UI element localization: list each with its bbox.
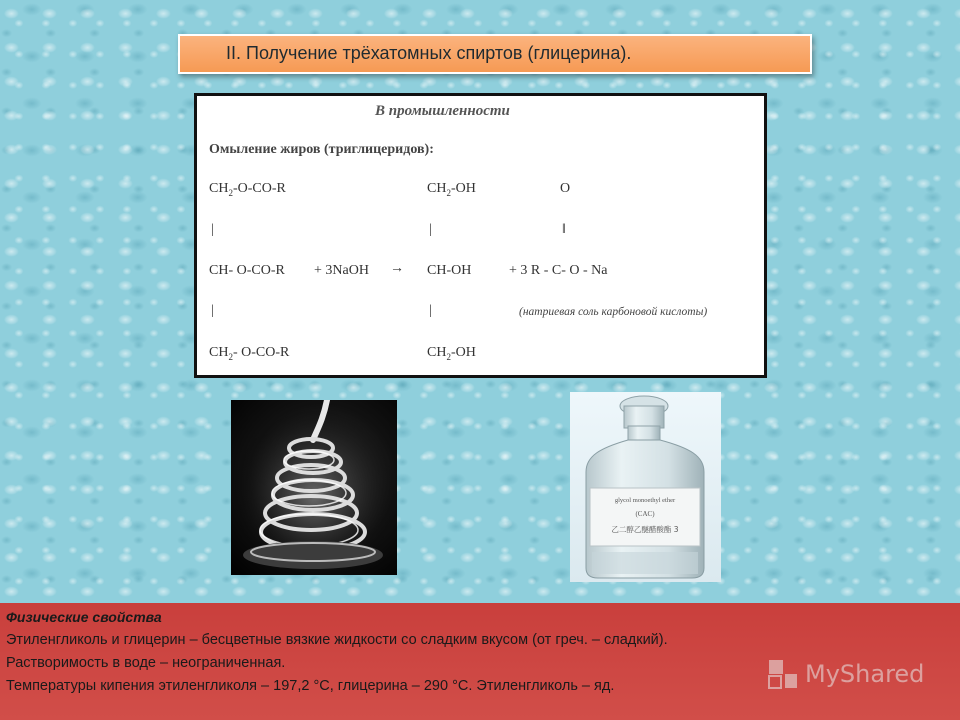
formula-row5-left: $CH_2-$ O-CO-R — [209, 345, 290, 362]
bond-row4-left: | — [211, 303, 214, 318]
reaction-arrow: → — [390, 261, 404, 276]
formula-reagent: + 3NaOH — [314, 263, 369, 278]
scheme-heading: В промышленности — [375, 103, 510, 119]
scheme-subheading: Омыление жиров (триглицеридов): — [209, 142, 434, 157]
bond-row2-right: ‖ — [562, 222, 566, 237]
slide-title: II. Получение трёхатомных спиртов (глицерина). — [226, 43, 632, 63]
formula-row1-middle: $CH_2-OH$ — [427, 181, 476, 198]
bond-row4-middle: | — [429, 303, 432, 318]
bottle-label-line3: 乙二醇乙醚醋酸酯 3 — [611, 525, 679, 534]
properties-line-1: Этиленгликоль и глицерин – бесцветные вязкие жидкости со сладким вкусом (от греч. – сладкий). — [6, 632, 668, 648]
viscous-liquid-photo — [231, 400, 397, 575]
formula-row1-right: O — [560, 181, 571, 196]
formula-row3-left: CH- O-CO-R — [209, 263, 285, 278]
watermark-logo — [765, 654, 935, 694]
scheme-note: (натриевая соль карбоновой кислоты) — [519, 306, 708, 318]
bottle-label-line1: glycol monoethyl ether — [614, 497, 676, 504]
watermark-text: MyShared — [805, 660, 925, 688]
bottle-label-line2: (CAC) — [635, 510, 655, 518]
properties-heading: Физические свойства — [6, 609, 162, 625]
properties-line-2: Растворимость в воде – неограниченная. — [6, 655, 286, 671]
formula-row3-right: + 3 R - C- O - Na — [509, 263, 608, 278]
bond-row2-middle: | — [429, 222, 432, 237]
liquid-coil-illustration — [231, 400, 397, 575]
formula-row1-left: $CH_2-O-CO-R$ — [209, 181, 286, 198]
reagent-bottle-photo — [570, 392, 721, 582]
slide-title-banner — [178, 34, 812, 74]
reaction-scheme-image — [194, 93, 767, 378]
watermark-icon — [765, 656, 801, 692]
bond-row2-left: | — [211, 222, 214, 237]
properties-line-3: Температуры кипения этиленгликоля – 197,2 °С, глицерина – 290 °С. Этиленгликоль – яд. — [6, 678, 615, 694]
formula-row3-middle: CH-OH — [427, 263, 472, 278]
formula-row5-middle: $CH_2-OH$ — [427, 345, 476, 362]
bottle-illustration — [570, 392, 721, 582]
